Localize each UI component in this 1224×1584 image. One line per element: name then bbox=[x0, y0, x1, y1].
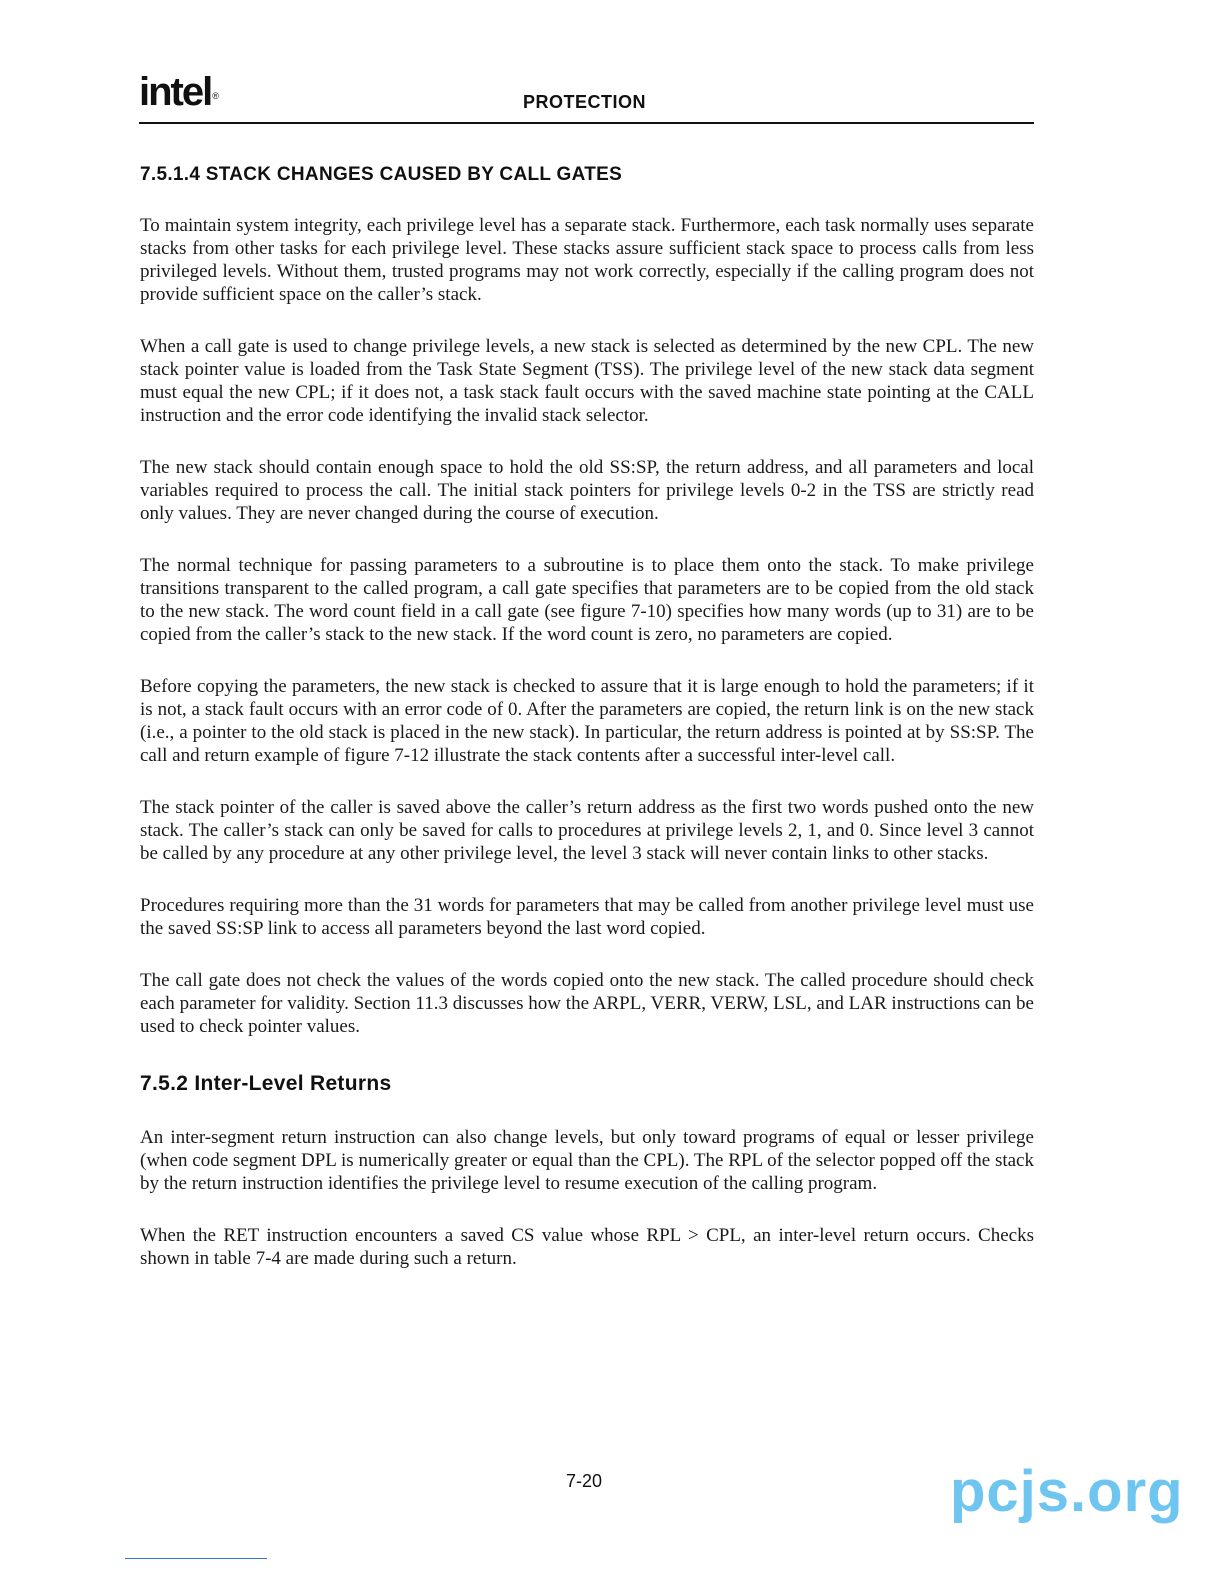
paragraph: An inter-segment return instruction can also change levels, but only toward programs of equal or lesser privilege (when code segment DPL is numerically greater or equal than the CPL). The RPL of the selector popped off the stack by the return instruction identifies the privilege level to resume execution of the calling program. bbox=[140, 1127, 1034, 1194]
registered-mark: ® bbox=[212, 91, 217, 101]
intel-logo: intel® bbox=[139, 70, 217, 114]
paragraph: To maintain system integrity, each privilege level has a separate stack. Furthermore, each task normally uses separate stacks from other tasks for each privilege level. These stacks assure sufficient stack space to process calls from less privileged levels. Without them, trusted programs may not work correctly, especially if the calling program does not provide sufficient space on the caller’s stack. bbox=[140, 215, 1034, 305]
paragraph: Procedures requiring more than the 31 words for parameters that may be called from another privilege level must use the saved SS:SP link to access all parameters beyond the last word copied. bbox=[140, 895, 1034, 939]
paragraph: The stack pointer of the caller is saved above the caller’s return address as the first two words pushed onto the new stack. The caller’s stack can only be saved for calls to procedures at privilege levels 2, 1, and 0. Since level 3 cannot be called by any procedure at any other privilege level, the level 3 stack will never contain links to other stacks. bbox=[140, 797, 1034, 864]
section-heading-inter-level-returns: 7.5.2 Inter-Level Returns bbox=[140, 1072, 392, 1095]
paragraph: When a call gate is used to change privilege levels, a new stack is selected as determined by the new CPL. The new stack pointer value is loaded from the Task State Segment (TSS). The privilege level of the new stack data segment must equal the new CPL; if it does not, a task stack fault occurs with the saved machine state pointing at the CALL instruction and the error code identifying the invalid stack selector. bbox=[140, 336, 1034, 426]
footer-divider bbox=[125, 1558, 267, 1559]
header-divider bbox=[139, 122, 1034, 124]
page-header-title: PROTECTION bbox=[523, 92, 647, 112]
page-content bbox=[140, 164, 1034, 1299]
section-heading-stack-changes: 7.5.1.4 STACK CHANGES CAUSED BY CALL GATES bbox=[140, 164, 623, 185]
paragraph: The call gate does not check the values of the words copied onto the new stack. The called procedure should check each parameter for validity. Section 11.3 discusses how the ARPL, VERR, VERW, LSL, and LAR instructions can be used to check pointer values. bbox=[140, 970, 1034, 1037]
paragraph: When the RET instruction encounters a saved CS value whose RPL > CPL, an inter-level return occurs. Checks shown in table 7-4 are made during such a return. bbox=[140, 1225, 1034, 1269]
page-number: 7-20 bbox=[566, 1471, 603, 1491]
paragraph: The normal technique for passing parameters to a subroutine is to place them onto the stack. To make privilege transitions transparent to the called program, a call gate specifies that parameters are to be copied from the old stack to the new stack. The word count field in a call gate (see figure 7-10) specifies how many words (up to 31) are to be copied from the caller’s stack to the new stack. If the word count is zero, no parameters are copied. bbox=[140, 555, 1034, 645]
paragraph: The new stack should contain enough space to hold the old SS:SP, the return address, and all parameters and local variables required to process the call. The initial stack pointers for privilege levels 0-2 in the TSS are strictly read only values. They are never changed during the course of execution. bbox=[140, 457, 1034, 524]
paragraph: Before copying the parameters, the new stack is checked to assure that it is large enough to hold the parameters; if it is not, a stack fault occurs with an error code of 0. After the parameters are copied, the return link is on the new stack (i.e., a pointer to the old stack is placed in the new stack). In particular, the return address is pointed at by SS:SP. The call and return example of figure 7-12 illustrate the stack contents after a successful inter-level call. bbox=[140, 676, 1034, 766]
pcjs-watermark: pcjs.org bbox=[950, 1459, 1184, 1524]
